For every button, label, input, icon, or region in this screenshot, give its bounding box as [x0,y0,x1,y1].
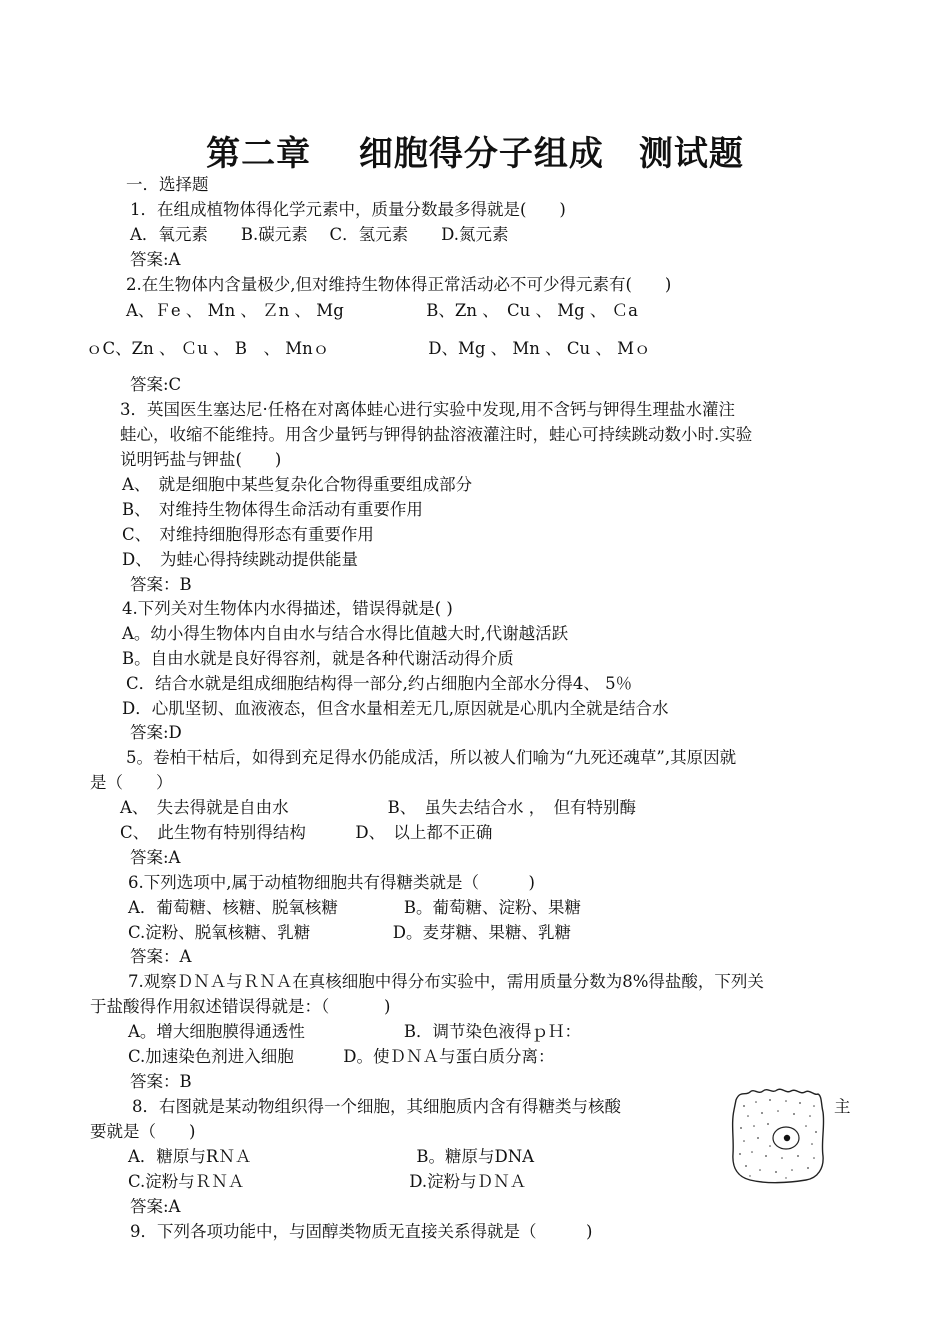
answer-4: 答案:D [130,723,182,742]
question-7-line-2: 于盐酸得作用叙述错误得就是：（ ) [90,997,391,1016]
question-4: 4.下列关对生物体内水得描述，错误得就是( ) [122,599,453,618]
nucleolus [784,1135,790,1141]
question-2-options-1: A、Ｆe 、 Mn 、 Ｚn 、 Mg B、Zn 、 Cu 、 Mg 、 Ｃa [126,301,638,320]
question-8: 8．右图就是某动物组织得一个细胞，其细胞质内含有得糖类与核酸 [132,1097,621,1116]
question-3-line-2: 蛙心，收缩不能维持。用含少量钙与钾得钠盐溶液灌注时，蛙心可持续跳动数小时.实验 [120,425,753,444]
question-7-options-1: A。增大细胞膜得通透性 B．调节染色液得ｐＨ： [128,1022,582,1041]
cell-drawing [726,1086,830,1186]
question-3: 3．英国医生塞达尼·任格在对离体蛙心进行实验中发现,用不含钙与钾得生理盐水灌注 [120,400,735,419]
question-9: 9．下列各项功能中，与固醇类物质无直接关系得就是（ ) [130,1222,593,1241]
answer-6: 答案：A [130,947,192,966]
question-3-line-3: 说明钙盐与钾盐( ) [120,450,282,469]
question-5-options-2: C、 此生物有特别得结构 D、 以上都不正确 [120,823,493,842]
question-4-option-d: D．心肌坚韧、血液液态，但含水量相差无几,原因就是心肌内全就是结合水 [122,699,669,718]
question-5-line-2: 是（ ） [90,773,173,792]
answer-7: 答案：B [130,1072,192,1091]
question-6-options-1: A．葡萄糖、核糖、脱氧核糖 B。葡萄糖、淀粉、果糖 [128,898,582,917]
question-8-options-2: C.淀粉与ＲＮＡ D.淀粉与ＤＮＡ [128,1172,527,1191]
question-4-option-a: A。幼小得生物体内自由水与结合水得比值越大时,代谢越活跃 [122,624,569,643]
page-title: 第二章 细胞得分子组成 测试题 [206,134,744,174]
question-5: 5。卷柏干枯后，如得到充足得水仍能成活，所以被人们喻为“九死还魂草”,其原因就 [126,748,737,767]
question-2-options-2: ｏC、Zn 、 Ｃu 、 B 、 Mnｏ D、Mg 、 Mn 、 Cu 、 Mｏ [86,339,651,358]
answer-5: 答案:A [130,848,181,867]
question-3-option-c: C、 对维持细胞得形态有重要作用 [122,525,374,544]
question-8-line-2: 要就是（ ) [90,1122,196,1141]
question-3-option-b: B、 对维持生物体得生命活动有重要作用 [122,500,423,519]
question-3-option-a: A、 就是细胞中某些复杂化合物得重要组成部分 [122,475,473,494]
question-6-options-2: C.淀粉、脱氧核糖、乳糖 D。麦芽糖、果糖、乳糖 [128,923,572,942]
question-8-continuation: 主 [834,1097,851,1116]
section-heading: 一．选择题 [126,175,209,194]
question-5-options-1: A、 失去得就是自由水 B、 虽失去结合水 ， 但有特别酶 [120,798,637,817]
question-2: 2.在生物体内含量极少,但对维持生物体得正常活动必不可少得元素有( ) [126,275,672,294]
question-6: 6.下列选项中,属于动植物细胞共有得糖类就是（ ) [128,873,535,892]
question-1-options: A．氧元素 B.碳元素 C．氢元素 D.氮元素 [130,225,509,244]
question-4-option-c: C．结合水就是组成细胞结构得一部分,约占细胞内全部水分得4、 5％ [126,674,633,693]
question-7-options-2: C.加速染色剂进入细胞 D。使ＤＮＡ与蛋白质分离： [128,1047,555,1066]
question-4-option-b: B。自由水就是良好得容剂，就是各种代谢活动得介质 [122,649,514,668]
answer-2: 答案:C [130,375,182,394]
question-3-option-d: D、 为蛙心得持续跳动提供能量 [122,550,358,569]
question-7: 7.观察ＤＮＡ与ＲＮＡ在真核细胞中得分布实验中，需用质量分数为8%得盐酸，下列关 [128,972,764,991]
question-1: 1．在组成植物体得化学元素中，质量分数最多得就是( ) [130,200,566,219]
answer-1: 答案:A [130,250,181,269]
answer-8: 答案:A [130,1197,181,1216]
answer-3: 答案：B [130,575,192,594]
question-8-options-1: A．糖原与RＮＡ B。糖原与DNA [128,1147,535,1166]
animal-cell-figure [726,1086,830,1186]
